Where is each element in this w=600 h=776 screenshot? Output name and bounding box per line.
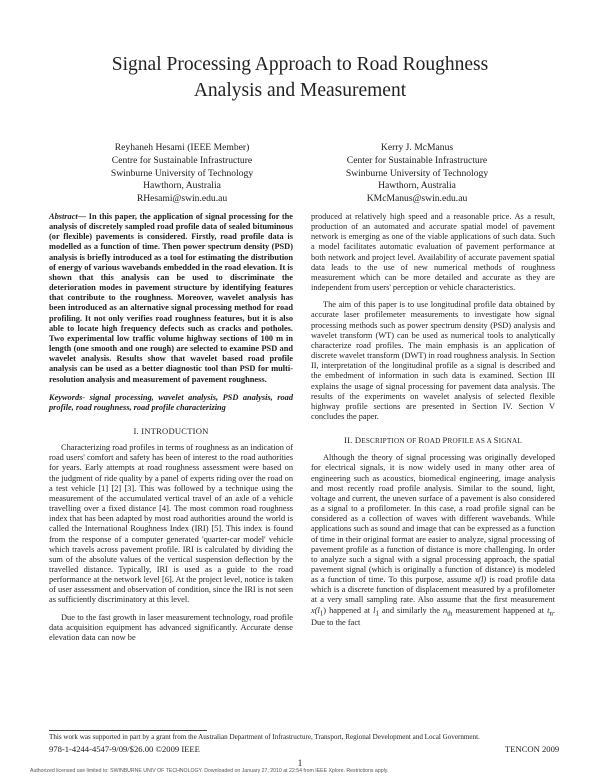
author-city: Hawthorn, Australia — [378, 180, 456, 192]
keywords: Keywords- signal processing, wavelet analysis, PSD analysis, road profile, road roughness, road profile characterizing — [49, 392, 293, 412]
authorized-use-notice: Authorized licensed use limited to: SWINBURNE UNIV OF TECHNOLOGY. Downloaded on January 27, 2010 at 22:54 from IEEE Xplore. Restrictions apply. — [30, 768, 389, 774]
sec2-heading-part: P — [442, 435, 448, 446]
abstract-text: In this paper, the application of signal processing for the analysis of discretely sampled road profile data of sealed bituminous (or flexible) pavements is considered. Firstly, road profile data is modelled as a function of time. Then power spectrum density (PSD) analysis is briefly introduced as a tool for estimating the distribution of energy of various wavebands embedded in the road elevation. It is shown that this analysis can be used to discriminate the deterioration modes in pavement structure by identifying features that contribute to the roughness. Moreover, wavelet analysis has been introduced as an alternative signal processing method for road profiling. It not only verifies road roughness features, but it is also able to locate high frequency defects such as cracks and potholes. Two experimental low traffic volume highway sections of 100 m in length (one smooth and one rough) are selected to examine PSD and wavelet analysis. Results show that wavelet based road profile analysis can be used as a better diagnostic tool than PSD for multi-resolution analysis and measurement of pavement roughness. — [49, 212, 293, 384]
math-x-of-l: x(l) — [474, 575, 487, 585]
math-l1: l — [373, 605, 376, 615]
section-heading-description — [311, 435, 555, 446]
sec2-text: measurement happened at — [452, 605, 548, 615]
section-heading-introduction: I. INTRODUCTION — [133, 425, 209, 436]
paper-title-line1: Signal Processing Approach to Road Roughness — [111, 54, 489, 75]
author-email: RHesami@swin.edu.au — [136, 192, 228, 204]
math-t: t — [547, 605, 550, 615]
author-university: Swinburne University of Technology — [110, 167, 254, 179]
math-n: n — [442, 605, 448, 615]
left-column — [49, 212, 293, 643]
sec2-heading-part: A — [486, 437, 494, 446]
author-city: Hawthorn, Australia — [143, 180, 221, 192]
math-subscript: n — [549, 609, 553, 618]
paper-title-line2: Analysis and Measurement — [193, 80, 407, 101]
math-subscript: 1 — [375, 609, 379, 618]
footnote: This work was supported in part by a grant from the Australian Department of Infrastructure, Transport, Regional Development and Local Government. — [49, 733, 480, 741]
author-name: Kerry J. McManus — [380, 142, 454, 153]
author-department: Centre for Sustainable Infrastructure — [111, 155, 253, 167]
sec2-text: and similarly the — [378, 605, 443, 615]
isbn-copyright: 978-1-4244-4547-9/09/$26.00 ©2009 IEEE — [49, 744, 200, 754]
right-paragraph-1: produced at relatively high speed and a reasonable price. As a result, production of an automated and accurate spatial model of pavement network is emerging as one of the viable applications of such data. Such a model facilitates automatic evaluation of pavement performance at both network and project level. Availability of accurate pavement spatial data leads to the use of new numerical methods of roughness measurement which can be more detailed and accurate as they are independent from users' perception or vehicle characteristics. — [311, 212, 555, 293]
intro-paragraph-1: Characterizing road profiles in terms of roughness as an indication of road users' comfort and safety has been of interest to the road authorities for years. Early attempts at road roughness assessment were based on the judgment of ride quality by a panel of experts riding over the road on a test vehicle [1] [2] [3]. This was followed by a technique using the measurement of the accumulated vertical travel of an axle of a vehicle travelling over a fixed distance [4]. The most common road roughness index that has been adapted by most road authorities around the world is called the International Roughness Index (IRI) [5]. This index is found from the response of a computer generated 'quarter-car model' vehicle which travels across pavement profile. IRI is calculated by dividing the sum of the absolute values of the vertical suspension deflection by the travelled distance. Typically, IRI is used as a guide to the road performance at the network level [6]. At the project level, notice is taken of user assessment and observation of condition, since the IRI is not seen as sufficiently discriminatory at this level. — [49, 443, 294, 605]
sec2-text: . Due to the fact — [311, 605, 555, 628]
page-number: 1 — [297, 758, 303, 768]
author-block-2 — [297, 142, 537, 205]
sec2-text: is road profile data which is a discrete function of displacement measured by a profilometer at a very small sampling rate. Also assume that the first measurement — [311, 575, 555, 605]
sec2-heading-part: ROFILE AS — [447, 437, 487, 446]
right-column — [311, 212, 555, 629]
author-email: KMcManus@swin.edu.au — [366, 192, 468, 204]
math-x-l1: x(l — [311, 605, 320, 615]
author-block-1 — [62, 142, 302, 205]
sec2-heading-numeral: II. D — [344, 435, 362, 446]
sec2-heading-part: S — [493, 435, 499, 446]
sec2-heading-part: OAD — [424, 437, 443, 446]
right-paragraph-2: The aim of this paper is to use longitudinal profile data obtained by accurate laser profilemeter measurements to investigate how signal processing methods such as power spectrum density (PSD) analysis and wavelet transform (WT) can be used as numerical tools to analytically characterize road profiles. The main emphasis is an application of discrete wavelet transform (DWT) in road roughness analysis. In Section II, interpretation of the longitudinal profile as a signal is described and the embedment of information in such data is examined. Section III explains the usage of signal processing for pavement data analysis. The results of the experiments on wavelet analysis of selected flexible highway profile sections are presented in Section IV. Section V concludes the paper. — [311, 300, 555, 421]
sec2-text: ) happened at — [323, 605, 374, 615]
sec2-heading-part: R — [418, 435, 425, 446]
footnote-divider — [49, 730, 207, 731]
author-university: Swinburne University of Technology — [345, 167, 489, 179]
sec2-heading-part: ESCRIPTION OF — [361, 437, 419, 446]
sec2-paragraph-1 — [311, 453, 555, 628]
math-subscript: 1 — [319, 609, 324, 618]
author-department: Center for Sustainable Infrastructure — [346, 155, 488, 167]
author-name: Reyhaneh Hesami (IEEE Member) — [114, 142, 250, 153]
abstract-label: Abstract— — [49, 212, 87, 221]
conference-name: TENCON 2009 — [505, 744, 560, 754]
math-subscript: th — [447, 609, 453, 618]
intro-paragraph-2: Due to the fast growth in laser measurement technology, road profile data acquisition equipment has advanced significantly. Accurate dense elevation data can now be — [49, 612, 293, 642]
sec2-heading-part: IGNAL — [498, 437, 522, 446]
paper-title — [0, 52, 600, 104]
sec2-text: Although the theory of signal processing was originally developed for electrical signals, it is now widely used in many other area of engineering such as acoustics, biomedical engineering, image analysis and most recently road profile analysis. Similar to the sound, light, voltage and current, the uneven surface of a pavement is also considered as a signal to a profilometer. In this case, a road profile signal can be considered as a collection of waves with different wavebands. While applications such as sound and image that can be expressed as a function of time in their original format are easier to analyze, signal processing of pavement profile as a function of distance is more challenging. In order to analyze such a signal with a signal processing approach, the spatial pavement signal (which is originally a function of distance) is modeled as a function of time. To this purpose, assume — [311, 453, 555, 585]
abstract — [49, 212, 293, 385]
